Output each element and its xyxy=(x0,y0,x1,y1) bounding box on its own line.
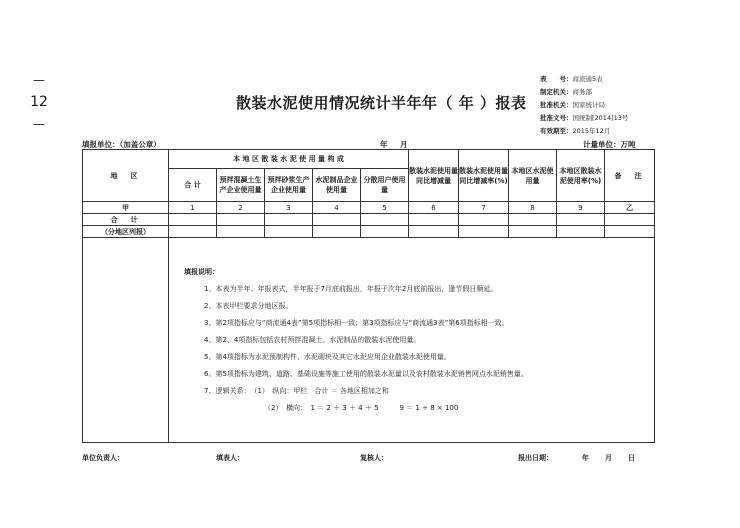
col-index: 乙 xyxy=(605,202,655,214)
year-label: 年 xyxy=(380,140,388,149)
footer-month-label: 月 xyxy=(605,454,612,462)
col-4-header: 水泥制品企业使用量 xyxy=(313,169,361,202)
report-date-label: 报出日期： xyxy=(518,454,553,462)
divider: — xyxy=(33,73,45,87)
page-number xyxy=(24,74,54,130)
fill-unit-label: 填报单位：（加盖公章） xyxy=(82,140,161,149)
table-cell[interactable] xyxy=(169,226,217,238)
unit-head-label: 单位负责人： xyxy=(82,454,124,462)
col-index: 8 xyxy=(509,202,557,214)
col-index: 5 xyxy=(361,202,409,214)
table-cell[interactable] xyxy=(605,214,655,226)
reviewer-label: 复核人： xyxy=(360,454,388,462)
col-6-header: 散装水泥使用量同比增减量 xyxy=(409,150,459,202)
col-2-header: 预拌混凝土生产企业使用量 xyxy=(217,169,265,202)
col-5-header: 分散用户使用量 xyxy=(361,169,409,202)
note-line: （2） 横向： 1 ＝ 2 ＋ 3 ＋ 4 ＋ 5 9 ＝ 1 ÷ 8 × 100 xyxy=(264,404,459,412)
notes-heading: 填报说明： xyxy=(184,268,219,276)
table-cell[interactable] xyxy=(169,214,217,226)
col-7-header: 散装水泥使用量同比增减率(%) xyxy=(459,150,509,202)
col-9-header: 本地区散装水泥使用率(%) xyxy=(557,150,605,202)
footer-year-label: 年 xyxy=(582,454,589,462)
meta-row: 制定机关：商务部 xyxy=(540,88,592,97)
report-title: 散装水泥使用情况统计半年年（ 年 ）报表 xyxy=(236,94,527,112)
table-cell[interactable] xyxy=(265,226,313,238)
note-line: 1、本表为半年、年报表式，半年报于7月底前报出，年报于次年2月底前报出，逢节假日顺延。 xyxy=(204,285,498,293)
col-1-header: 合 计 xyxy=(169,169,217,202)
month-label: 月 xyxy=(400,140,408,149)
note-line: 4、第2、4项指标包括农村预拌混凝土、水泥制品的散装水泥使用量。 xyxy=(204,336,421,344)
by-region-row-label: （分地区列报） xyxy=(83,226,169,238)
total-row-label: 合 计 xyxy=(83,214,169,226)
table-cell[interactable] xyxy=(459,214,509,226)
col-index: 6 xyxy=(409,202,459,214)
report-table xyxy=(82,149,655,443)
filler-label: 填表人： xyxy=(216,454,244,462)
col-remark-header: 备 注 xyxy=(605,150,655,202)
note-line: 2、本表甲栏要求分地区报。 xyxy=(204,302,293,310)
col-area-header: 地 区 xyxy=(83,150,169,202)
col-index: 4 xyxy=(313,202,361,214)
col-3-header: 预拌砂浆生产企业使用量 xyxy=(265,169,313,202)
table-cell[interactable] xyxy=(557,226,605,238)
group-header: 本 地 区 散 装 水 泥 使 用 量 构 成 xyxy=(169,150,409,169)
col-index: 2 xyxy=(217,202,265,214)
table-cell[interactable] xyxy=(605,226,655,238)
unit-label: 计量单位：万吨 xyxy=(583,140,636,149)
meta-row: 表 号：商流通5表 xyxy=(540,75,603,83)
col-index: 1 xyxy=(169,202,217,214)
meta-row: 有效期至：2015年12月 xyxy=(540,127,611,136)
meta-row: 批准机关：国家统计局 xyxy=(540,101,605,110)
table-cell[interactable] xyxy=(409,214,459,226)
col-index: 9 xyxy=(557,202,605,214)
table-cell[interactable] xyxy=(557,214,605,226)
table-cell[interactable] xyxy=(459,226,509,238)
col-index: 甲 xyxy=(83,202,169,214)
table-cell[interactable] xyxy=(313,226,361,238)
note-line: 5、第4项指标为水泥预制构件、水泥砌块及其它水泥应用企业散装水泥使用量。 xyxy=(204,353,451,361)
col-index: 3 xyxy=(265,202,313,214)
divider: — xyxy=(33,117,45,131)
table-cell[interactable] xyxy=(509,214,557,226)
footer-day-label: 日 xyxy=(628,454,635,462)
table-cell[interactable] xyxy=(361,226,409,238)
col-8-header: 本地区水泥使用量 xyxy=(509,150,557,202)
col-index: 7 xyxy=(459,202,509,214)
region-entry-cell[interactable] xyxy=(83,238,169,443)
meta-row: 批准文号：国统制[2014]13号 xyxy=(540,114,629,123)
note-line: 3、第2项指标应与“商流通4表”第5项指标相一致；第3项指标应与“商流通3表”第6项指标相一致。 xyxy=(204,319,509,327)
note-line: 6、第5项指标为建筑、道路、基础设施等施工使用的散装水泥量以及农村散装水泥销售网点水泥销售量。 xyxy=(204,370,528,378)
table-cell[interactable] xyxy=(217,226,265,238)
table-cell[interactable] xyxy=(409,226,459,238)
note-line: 7、逻辑关系： （1） 纵向：甲栏 合计 ＝ 各地区相加之和 xyxy=(204,387,389,395)
table-cell[interactable] xyxy=(217,214,265,226)
table-cell[interactable] xyxy=(265,214,313,226)
table-cell[interactable] xyxy=(313,214,361,226)
form-metadata xyxy=(540,73,628,138)
table-cell[interactable] xyxy=(361,214,409,226)
page-number-value: 12 xyxy=(30,94,48,110)
table-cell[interactable] xyxy=(509,226,557,238)
